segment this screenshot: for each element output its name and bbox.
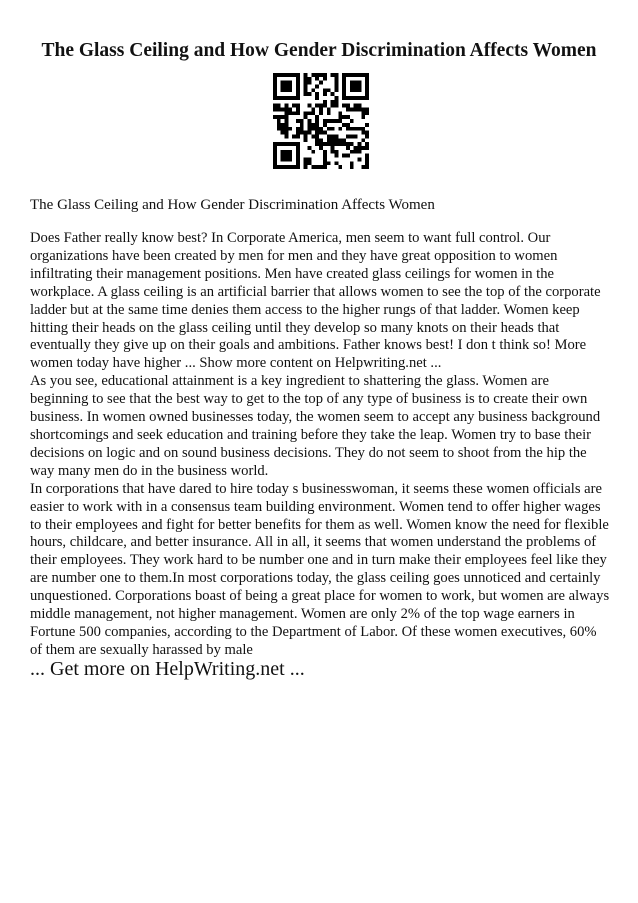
document-title: The Glass Ceiling and How Gender Discrimination Affects Women [41,40,597,61]
body-paragraph: As you see, educational attainment is a key ingredient to shattering the glass. Women are beginning to see that the best way to get to the top of any type of business is to create their own business. In women owned businesses today, the women seem to accept any business background shortcomings and seek education and training before they take the leap. Women try to base their decisions on logic and on sound business decisions. They do not seem to shoot from the hip the way many men do in the business world. [30,373,601,479]
body-paragraph: Does Father really know best? In Corporate America, men seem to want full control. Our organizations have been created by men for men and they have great opposition to women infiltrating their management positions. Men have created glass ceilings for women in the workplace. A glass ceiling is an artificial barrier that allows women to see the top of the corporate ladder but at the same time denies them access to the higher rungs of that ladder. Women keep hitting their heads on the glass ceiling until they develop so many knots on their heads that eventually they give up on their goals and ambitions. Father knows best! I don t think so! More women today have higher ... Show more content on Helpwriting.net ... [30,230,601,372]
qr-code-icon [273,73,369,169]
document-body [30,230,610,660]
body-paragraph: In corporations that have dared to hire today s businesswoman, it seems these women officials are easier to work with in a consensus team building environment. Women tend to offer higher wages to their employees and fight for better benefits for them as well. Women know the need for flexible hours, childcare, and better insurance. All in all, it seems that women understand the problems of their employees. They work hard to be number one and in turn make their employees feel like they are number one to them.In most corporations today, the glass ceiling goes unnoticed and certainly unquestioned. Corporations boast of being a great place for women to work, but women are always middle management, not higher management. Women are only 2% of the top wage earners in Fortune 500 companies, according to the Department of Labor. Of these women executives, 60% of them are sexually harassed by male [30,480,610,658]
get-more-link[interactable]: ... Get more on HelpWriting.net ... [30,658,305,680]
document-subtitle: The Glass Ceiling and How Gender Discrimination Affects Women [30,197,435,213]
